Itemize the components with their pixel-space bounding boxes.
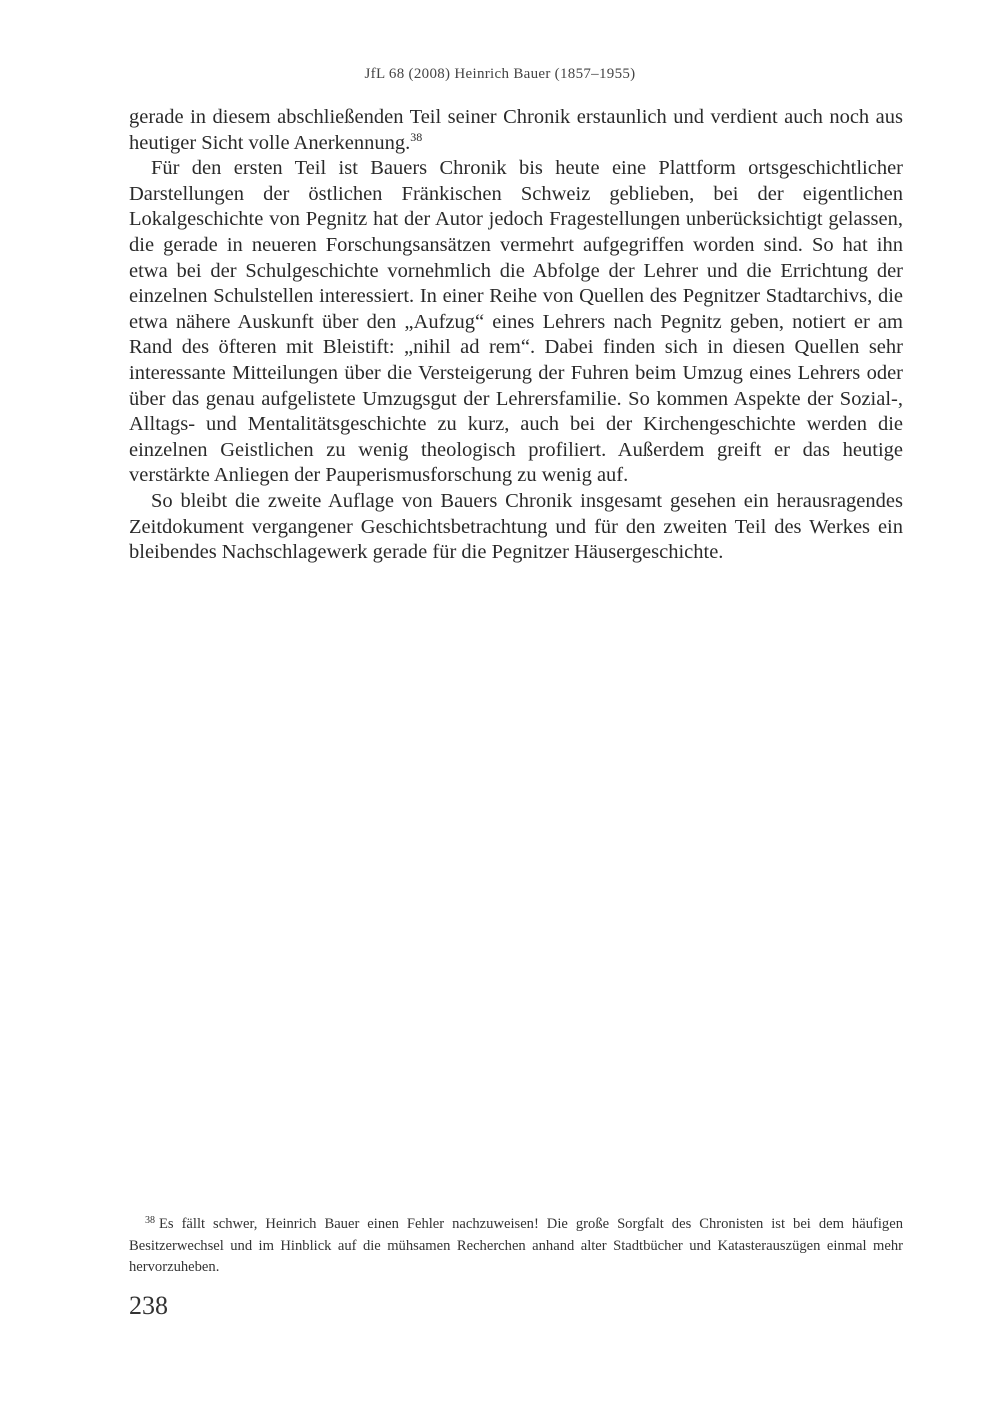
body-text bbox=[129, 105, 903, 566]
footnote-text: Es fällt schwer, Heinrich Bauer einen Fehler nachzuweisen! Die große Sorgfalt des Chronisten ist bei dem häufigen Besitzerwechsel und im Hinblick auf die mühsamen Recherchen anhand alter Stadtbücher und Katasterauszügen einmal mehr hervorzuheben. bbox=[129, 1216, 903, 1275]
footnotes bbox=[129, 1214, 903, 1279]
paragraph-3: So bleibt die zweite Auflage von Bauers Chronik insgesamt gesehen ein herausragendes Zeitdokument vergangener Geschichtsbetrachtung und für den zweiten Teil des Werkes ein bleibendes Nachschlagewerk gerade für die Pegnitzer Häusergeschichte. bbox=[129, 489, 903, 564]
footnote-marker: 38 bbox=[145, 1215, 155, 1226]
page-number: 238 bbox=[129, 1291, 168, 1320]
running-head: JfL 68 (2008) Heinrich Bauer (1857–1955) bbox=[364, 66, 636, 82]
paragraph-2: Für den ersten Teil ist Bauers Chronik bis heute eine Plattform ortsgeschichtlicher Darstellungen der östlichen Fränkischen Schweiz geblieben, bei der eigentlichen Lokalgeschichte von Pegnitz hat der Autor jedoch Fragestellungen unberücksichtigt gelassen, die gerade in neueren Forschungsansätzen vermehrt aufgegriffen worden sind. So hat ihn etwa bei der Schulgeschichte vornehmlich die Abfolge der Lehrer und die Errichtung der einzelnen Schulstellen interessiert. In einer Reihe von Quellen des Pegnitzer Stadtarchivs, die etwa nähere Auskunft über den „Aufzug“ eines Lehrers nach Pegnitz geben, notiert er am Rand des öfteren mit Bleistift: „nihil ad rem“. Dabei finden sich in diesen Quellen sehr interessante Mitteilungen über die Versteigerung der Fuhren beim Umzug eines Lehrers oder über das genau aufgelistete Umzugsgut der Lehrersfamilie. So kommen Aspekte der Sozial-, Alltags- und Mentalitätsgeschichte zu kurz, auch bei der Kirchengeschichte werden die einzelnen Geistlichen zu wenig theologisch profiliert. Außerdem greift er das heutige verstärkte Anliegen der Pauperismusforschung zu wenig auf. bbox=[129, 157, 903, 487]
paragraph-1 bbox=[129, 105, 903, 156]
footnote-reference-38: 38 bbox=[410, 129, 423, 144]
footnote-38 bbox=[129, 1214, 903, 1279]
paragraph-1-text: gerade in diesem abschließenden Teil seiner Chronik erstaunlich und verdient auch noch aus heutiger Sicht volle Anerkennung. bbox=[129, 106, 903, 154]
